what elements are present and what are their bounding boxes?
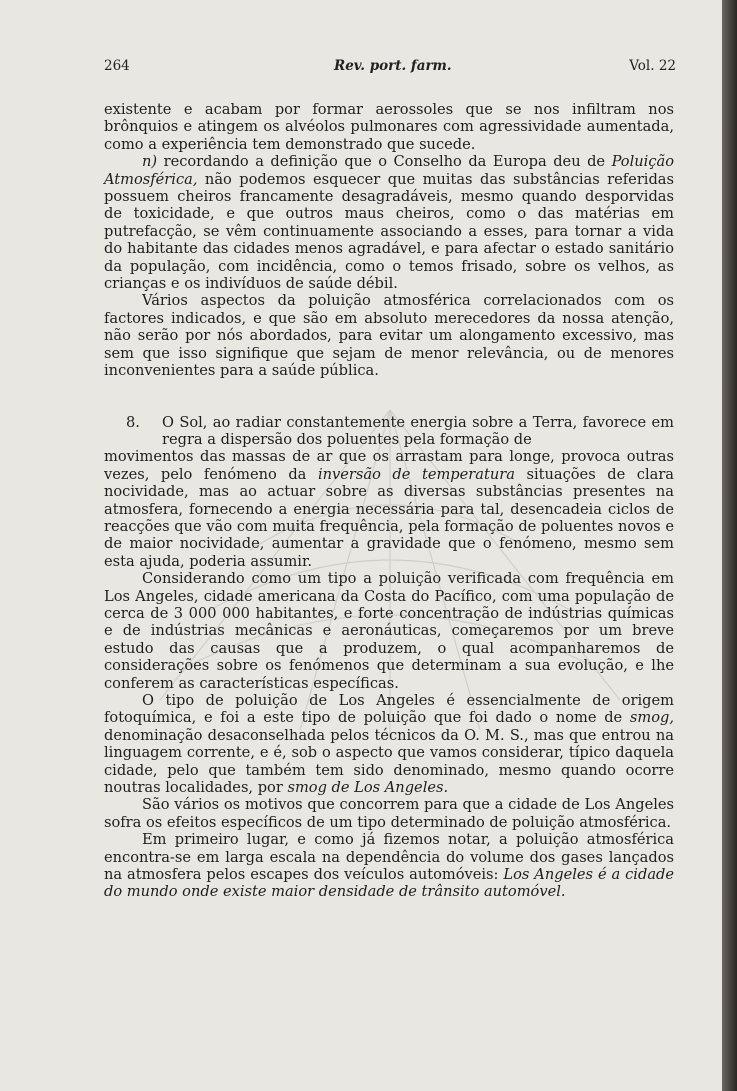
- term-smog-los-angeles: smog de Los Angeles.: [287, 779, 449, 797]
- term-poluicao-atmosferica: Poluição Atmosférica,: [104, 153, 674, 188]
- paragraph-2: n) recordando a definição que o Conselho da Europa deu de Poluição Atmosférica, não podemos esquecer que muitas das substâncias referidas possuem cheiros francamente desagradáveis, mesmo quando desporvidas de toxicidade, e que outros maus cheiros, como o das matérias em putrefacção, se vêm continuamente associando a esses, para tornar a vida do habitante das cidades menos agradável, e para afectar o estado sanitário da população, com incidência, como o temos frisado, sobre os velhos, as crianças e os indivíduos de saúde débil.: [104, 153, 674, 293]
- section-8-body: movimentos das massas de ar que os arrastam para longe, provoca outras vezes, pelo fenómeno da inversão de temperatura situações de clara nocividade, mas ao actuar sobre as diversas substâncias presentes na atmosfera, fornecendo a energia necessária para tal, desencadeia ciclos de reacções que vão com muita frequência, pela formação de poluentes novos e de maior nocividade, aumentar a gravidade que o fenómeno, mesmo sem esta ajuda, poderia assumir.: [104, 448, 675, 570]
- running-header: [104, 58, 676, 78]
- paragraph-1: existente e acabam por formar aerossoles que se nos infiltram nos brônquios e atingem os alvéolos pulmonares com agressividade aumentada, como a experiência tem demonstrado que sucede.: [104, 101, 674, 153]
- paragraph-3: Vários aspectos da poluição atmosférica correlacionados com os factores indicados, e que são em absoluto merecedores da nossa atenção, não serão por nós abordados, para evitar um alongamento excessivo, mas sem que isso signifique que sejam de menor relevância, ou de menores inconvenientes para a saúde pública.: [104, 292, 674, 380]
- body-text: [104, 101, 674, 901]
- journal-title: Rev. port. farm.: [334, 58, 452, 74]
- item-label-n: n): [142, 153, 158, 171]
- emphasis-los-angeles: Los Angeles é a cidade do mundo onde existe maior densidade de trânsito automóvel.: [104, 866, 674, 901]
- page-edge-shadow: [722, 0, 737, 1091]
- section-8: [104, 414, 674, 571]
- paragraph-5: Considerando como um tipo a poluição verificada com frequência em Los Angeles, cidade americana da Costa do Pacífico, com uma população de cerca de 3 000 000 habitantes, e forte concentração de indústrias químicas e de indústrias mecânicas e aeronáuticas, começaremos por um breve estudo das causas que a produzem, o qual acompanharemos de considerações sobre os fenómenos que determinam a sua evolução, e lhe conferem as características específicas.: [104, 570, 674, 692]
- section-8-first-line: O Sol, ao radiar constantemente energia sobre a Terra, favorece em regra a dispersão dos poluentes pela formação de: [162, 413, 674, 448]
- term-inversao-temperatura: inversão de temperatura: [317, 465, 515, 483]
- term-smog: smog,: [629, 709, 674, 727]
- paragraph-8: Em primeiro lugar, e como já fizemos notar, a poluição atmosférica encontra-se em larga escala na dependência do volume dos gases lançados na atmosfera pelos escapes dos veículos automóveis: Los Angeles é a cidade do mundo onde existe maior densidade de trânsito automóvel.: [104, 831, 674, 901]
- paragraph-7: São vários os motivos que concorrem para que a cidade de Los Angeles sofra os efeitos específicos de um tipo determinado de poluição atmosférica.: [104, 796, 674, 831]
- paragraph-6: O tipo de poluição de Los Angeles é essencialmente de origem fotoquímica, e foi a este tipo de poluição que foi dado o nome de smog, denominação desaconselhada pelos técnicos da O. M. S., mas que entrou na linguagem corrente, e é, sob o aspecto que vamos considerar, típico daquela cidade, pelo que também tem sido denominado, mesmo quando ocorre noutras localidades, por smog de Los Angeles.: [104, 692, 674, 797]
- volume-label: Vol. 22: [629, 58, 676, 74]
- page-number: 264: [104, 58, 130, 74]
- section-number: 8.: [126, 413, 140, 431]
